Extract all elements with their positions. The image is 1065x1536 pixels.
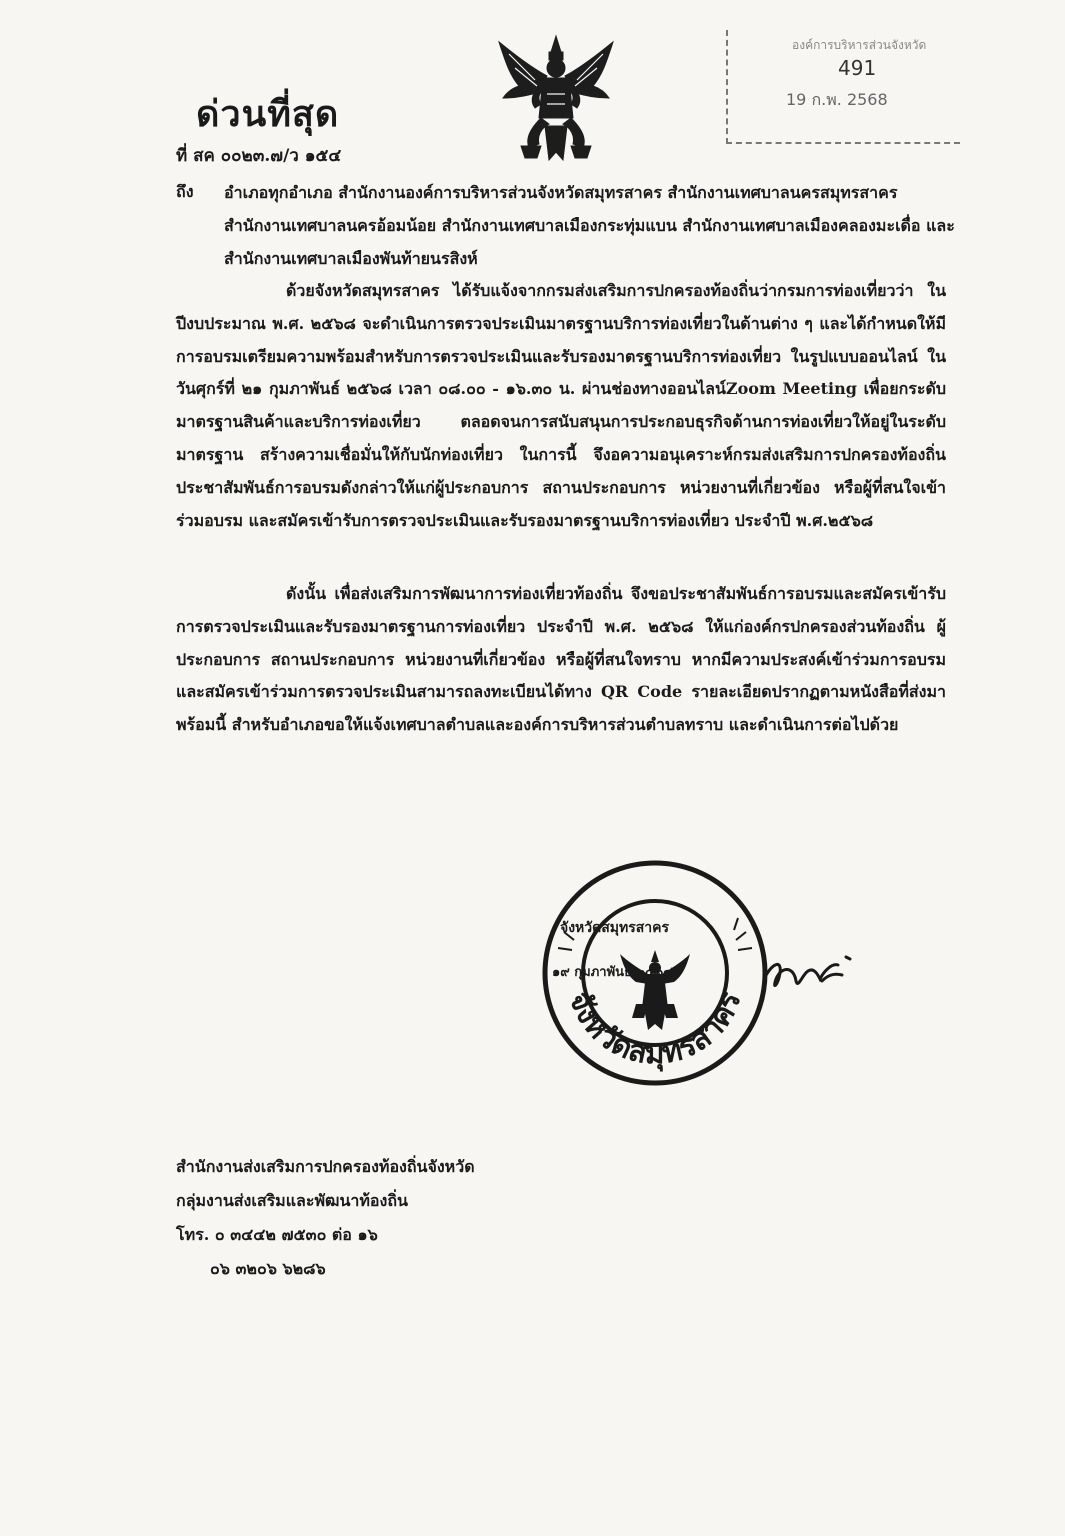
issuing-group: กลุ่มงานส่งเสริมและพัฒนาท้องถิ่น xyxy=(176,1191,408,1210)
body-paragraph-2: ดังนั้น เพื่อส่งเสริมการพัฒนาการท่องเที่ยวท้องถิ่น จึงขอประชาสัมพันธ์การอบรมและสมัครเข้ารับการตรวจประเมินและรับรองมาตรฐานการท่องเที่ยว ประจำปี พ.ศ. ๒๕๖๘ ให้แก่องค์กรปกครองส่วนท้องถิ่น ผู้ประกอบการ สถานประกอบการ หน่วยงานที่เกี่ยวข้อง หรือผู้ที่สนใจทราบ หากมีความประสงค์เข้าร่วมการอบรมและสมัครเข้าร่วมการตรวจประเมินสามารถลงทะเบียนได้ทาง QR Code รายละเอียดปรากฏตามหนังสือที่ส่งมาพร้อมนี้ สำหรับอำเภอขอให้แจ้งเทศบาลตำบลและองค์การบริหารส่วนตำบลทราบ และดำเนินการต่อไปด้วย xyxy=(176,584,946,735)
phone-number-1: โทร. ๐ ๓๔๔๒ ๗๕๓๐ ต่อ ๑๖ xyxy=(176,1225,378,1244)
receipt-stamp xyxy=(726,30,960,144)
receipt-number: 491 xyxy=(838,56,877,80)
recipient-list: อำเภอทุกอำเภอ สำนักงานองค์การบริหารส่วนจังหวัดสมุทรสาคร สำนักงานเทศบาลนครสมุทรสาคร สำนักงานเทศบาลนครอ้อมน้อย สำนักงานเทศบาลเมืองกระทุ่มแบน สำนักงานเทศบาลเมืองคลองมะเดื่อ และสำนักงานเทศบาลเมืองพันท้ายนรสิงห์ xyxy=(224,183,955,268)
signature-icon xyxy=(758,945,858,1005)
document-number: ที่ สค ๐๐๒๓.๗/ว ๑๕๔ xyxy=(176,146,342,166)
receipt-stamp-header: องค์การบริหารส่วนจังหวัด xyxy=(792,38,927,52)
phone-number-2: ๐๖ ๓๒๐๖ ๖๒๘๖ xyxy=(210,1259,326,1278)
recipient-label: ถึง xyxy=(176,182,194,201)
body-paragraph-1: ด้วยจังหวัดสมุทรสาคร ได้รับแจ้งจากกรมส่งเสริมการปกครองท้องถิ่นว่ากรมการท่องเที่ยวว่า ในปีงบประมาณ พ.ศ. ๒๕๖๘ จะดำเนินการตรวจประเมินมาตรฐานบริการท่องเที่ยวในด้านต่าง ๆ และได้กำหนดให้มีการอบรมเตรียมความพร้อมสำหรับการตรวจประเมินและรับรองมาตรฐานบริการท่องเที่ยว ในรูปแบบออนไลน์ ในวันศุกร์ที่ ๒๑ กุมภาพันธ์ ๒๕๖๘ เวลา ๐๘.๐๐ - ๑๖.๓๐ น. ผ่านช่องทางออนไลน์Zoom Meeting เพื่อยกระดับมาตรฐานสินค้าและบริการท่องเที่ยว ตลอดจนการสนับสนุนการประกอบธุรกิจด้านการท่องเที่ยวให้อยู่ในระดับมาตรฐาน สร้างความเชื่อมั่นให้กับนักท่องเที่ยว ในการนี้ จึงอความอนุเคราะห์กรมส่งเสริมการปกครองท้องถิ่นประชาสัมพันธ์การอบรมดังกล่าวให้แก่ผู้ประกอบการ สถานประกอบการ หน่วยงานที่เกี่ยวข้อง หรือผู้ที่สนใจเข้าร่วมอบรม และสมัครเข้ารับการตรวจประเมินและรับรองมาตรฐานบริการท่องเที่ยว ประจำปี พ.ศ.๒๕๖๘ xyxy=(176,281,946,530)
garuda-emblem-icon xyxy=(495,34,617,164)
official-seal-icon xyxy=(540,858,770,1088)
seal-inner-line-2: ๑๙ กุมภาพันธ์ ๒๕๖๘ xyxy=(552,965,674,980)
urgency-heading: ด่วนที่สุด xyxy=(196,94,340,135)
seal-inner-line-1: จังหวัดสมุทรสาคร xyxy=(560,920,670,936)
receipt-date: 19 ก.พ. 2568 xyxy=(786,90,888,109)
contact-footer xyxy=(176,1150,475,1286)
seal-ring-text: จังหวัดสมุทรสาคร xyxy=(561,987,749,1072)
issuing-office: สำนักงานส่งเสริมการปกครองท้องถิ่นจังหวัด xyxy=(176,1157,475,1176)
